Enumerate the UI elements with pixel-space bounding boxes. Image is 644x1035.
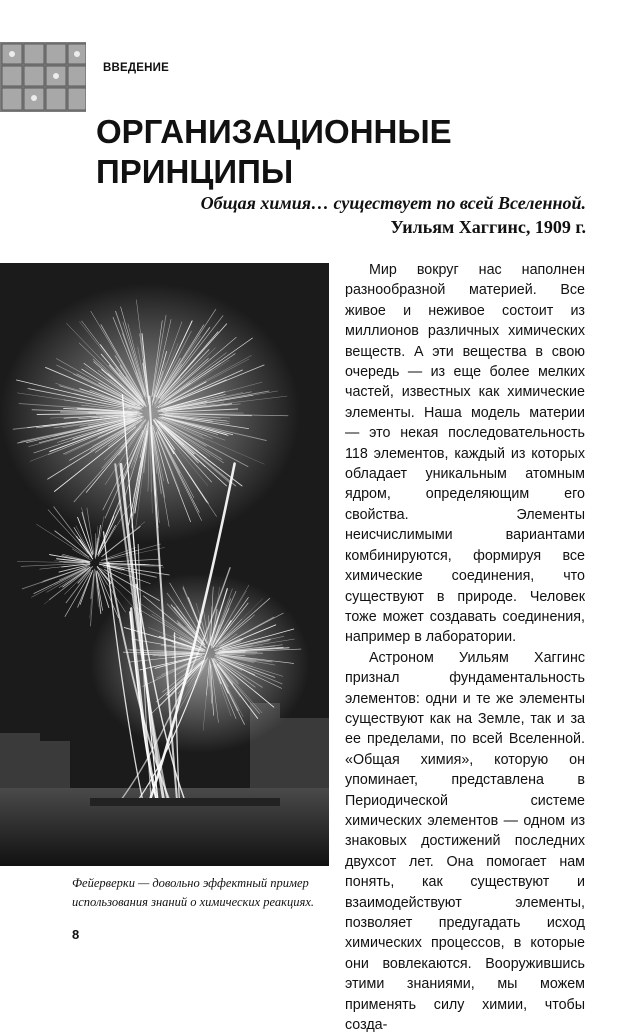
periodic-table-icon <box>0 42 86 112</box>
body-text <box>345 260 585 1035</box>
page-number: 8 <box>72 927 79 942</box>
paragraph: Мир вокруг нас наполнен разнообразной материей. Все живое и неживое состоит из миллионов различных химических веществ. А эти вещества в свою очередь — из еще более мелких частей, известных как химические элементы. Наша модель материи — это некая последовательность 118 элементов, каждый из которых обладает уникальным атомным ядром, определяющим его свойства. Элементы неисчислимыми вариантами комбинируются, формируя все химические соединения, что существуют в природе. Человек тоже может создавать соединения, например в лаборатории. <box>345 260 585 648</box>
title-line-1: ОРГАНИЗАЦИОННЫЕ <box>96 113 452 150</box>
epigraph-quote: Общая химия… существует по всей Вселенной. <box>201 191 586 215</box>
epigraph <box>201 191 586 239</box>
section-label: ВВЕДЕНИЕ <box>103 62 169 74</box>
figure-caption: Фейерверки — довольно эффектный пример использования знаний о химических реакциях. <box>72 874 322 912</box>
paragraph: Астроном Уильям Хаггинс признал фундаментальность элементов: одни и те же элементы существуют как на Земле, так и за ее пределами, по всей Вселенной. «Общая химия», которую он упоминает, представлена в Периодической системе химических элементов — одном из знаковых достижений последних двухсот лет. Она помогает нам понять, как существуют и взаимодействуют элементы, позволяет предугадать исход химических процессов, в которые они вовлекаются. Вооружившись этими знаниями, мы можем применять силу химии, чтобы созда- <box>345 648 585 1035</box>
page-title <box>96 112 616 192</box>
epigraph-author: Уильям Хаггинс, 1909 г. <box>201 215 586 239</box>
fireworks-photo <box>0 263 329 866</box>
title-line-2: ПРИНЦИПЫ <box>96 153 293 190</box>
